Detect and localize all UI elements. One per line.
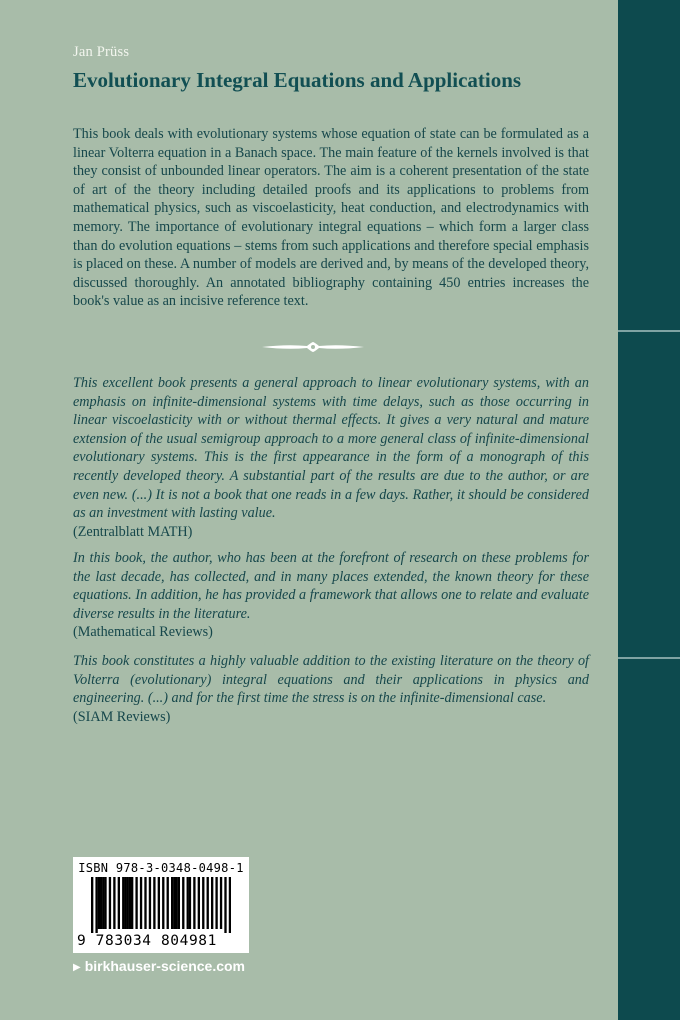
barcode-bar: [135, 877, 137, 929]
barcode-bar: [167, 877, 169, 929]
isbn-label: ISBN 978-3-0348-0498-1: [78, 861, 244, 875]
barcode-bar: [144, 877, 146, 929]
review-source: (SIAM Reviews): [73, 708, 171, 725]
barcode-bar: [122, 877, 124, 929]
barcode-bar: [102, 877, 104, 929]
barcode-box: [73, 857, 249, 953]
barcode-bar: [153, 877, 155, 929]
barcode-bar: [224, 877, 226, 933]
barcode-bar: [198, 877, 200, 929]
barcode-bar: [229, 877, 231, 933]
book-description: This book deals with evolutionary systems whose equation of state can be formulated as a linear Volterra equation in a Banach space. The main feature of the kernels involved is that they consist of unbounded linear operators. The aim is a coherent presentation of the state of art of the theory including detailed proofs and its applications to problems from mathematical physics, such as viscoelasticity, heat conduction, and electrodynamics with memory. The importance of evolutionary integral equations – which form a larger class than do evolution equations – stems from such applications and therefore special emphasis is placed on these. A number of models are derived and, by means of the developed theory, discussed thoroughly. An annotated bibliography containing 450 entries increases the book's value as an incisive reference text.: [73, 126, 589, 310]
stripe-divider: [618, 657, 680, 659]
review-siam: [73, 652, 589, 726]
review-quote: This excellent book presents a general approach to linear evolutionary systems, with an emphasis on infinite-dimensional systems with time delays, such as those occurring in linear viscoelasticity with or without thermal effects. It gives a very natural and mature extension of the usual semigroup approach to a more general class of infinite-dimensional evolutionary systems. This is the first appearance in the form of a monograph of this recently developed theory. A substantial part of the results are due to the author, or are even new. (...) It is not a book that one reads in a few days. Rather, it should be considered as an investment with lasting value.: [73, 375, 589, 522]
barcode-bar: [127, 877, 129, 929]
barcode-bar: [158, 877, 160, 929]
review-quote: In this book, the author, who has been at the forefront of research on these problems for the last decade, has collected, and in many places extended, the known theory for these equations. In addition, he has provided a framework that allows one to relate and evaluate diverse results in the literature.: [73, 550, 589, 622]
barcode-bar: [100, 877, 102, 929]
barcode-bar: [98, 877, 100, 929]
ornament-divider-icon: [262, 342, 364, 352]
barcode-bar: [220, 877, 222, 929]
barcode-bar: [193, 877, 195, 929]
spine-stripe: [618, 0, 680, 1020]
review-source: (Mathematical Reviews): [73, 624, 213, 641]
barcode-bar: [95, 877, 97, 933]
barcode-bar: [207, 877, 209, 929]
barcode-bar: [118, 877, 120, 929]
barcode-bar: [129, 877, 131, 929]
barcode-bar: [187, 877, 189, 929]
barcode-bar: [109, 877, 111, 929]
barcode-bar: [173, 877, 175, 929]
barcode-bar: [202, 877, 204, 929]
review-source: (Zentralblatt MATH): [73, 523, 193, 540]
barcode-bar: [178, 877, 180, 929]
barcode-bar: [182, 877, 184, 929]
author-name: Jan Prüss: [73, 44, 130, 60]
ean-digits: 9 783034 804981: [77, 933, 217, 949]
barcode-bar: [215, 877, 217, 929]
stripe-divider: [618, 330, 680, 332]
website-text: birkhauser-science.com: [84, 958, 245, 974]
review-quote: This book constitutes a highly valuable addition to the existing literature on the theory of Volterra (evolutionary) integral equations and their applications in physics and engineering. (...) and for the first time the stress is on the infinite-dimensional case.: [73, 653, 589, 707]
barcode-bar: [189, 877, 191, 929]
barcode-bar: [91, 877, 93, 933]
review-zentralblatt: [73, 374, 589, 541]
barcode-bar: [149, 877, 151, 929]
review-mathematical-reviews: [73, 549, 589, 642]
barcode-bar: [171, 877, 173, 929]
barcode-bar: [211, 877, 213, 929]
barcode-bar: [162, 877, 164, 929]
barcode-bar: [140, 877, 142, 929]
triangle-right-icon: ▶: [73, 962, 81, 973]
book-title: Evolutionary Integral Equations and Applications: [73, 68, 522, 92]
barcode-bar: [131, 877, 133, 929]
publisher-website-link[interactable]: [73, 958, 245, 974]
barcode-bar: [175, 877, 177, 929]
barcode-bar: [113, 877, 115, 929]
barcode-bars: [91, 877, 231, 933]
barcode-bar: [124, 877, 126, 929]
barcode-bar: [104, 877, 106, 929]
